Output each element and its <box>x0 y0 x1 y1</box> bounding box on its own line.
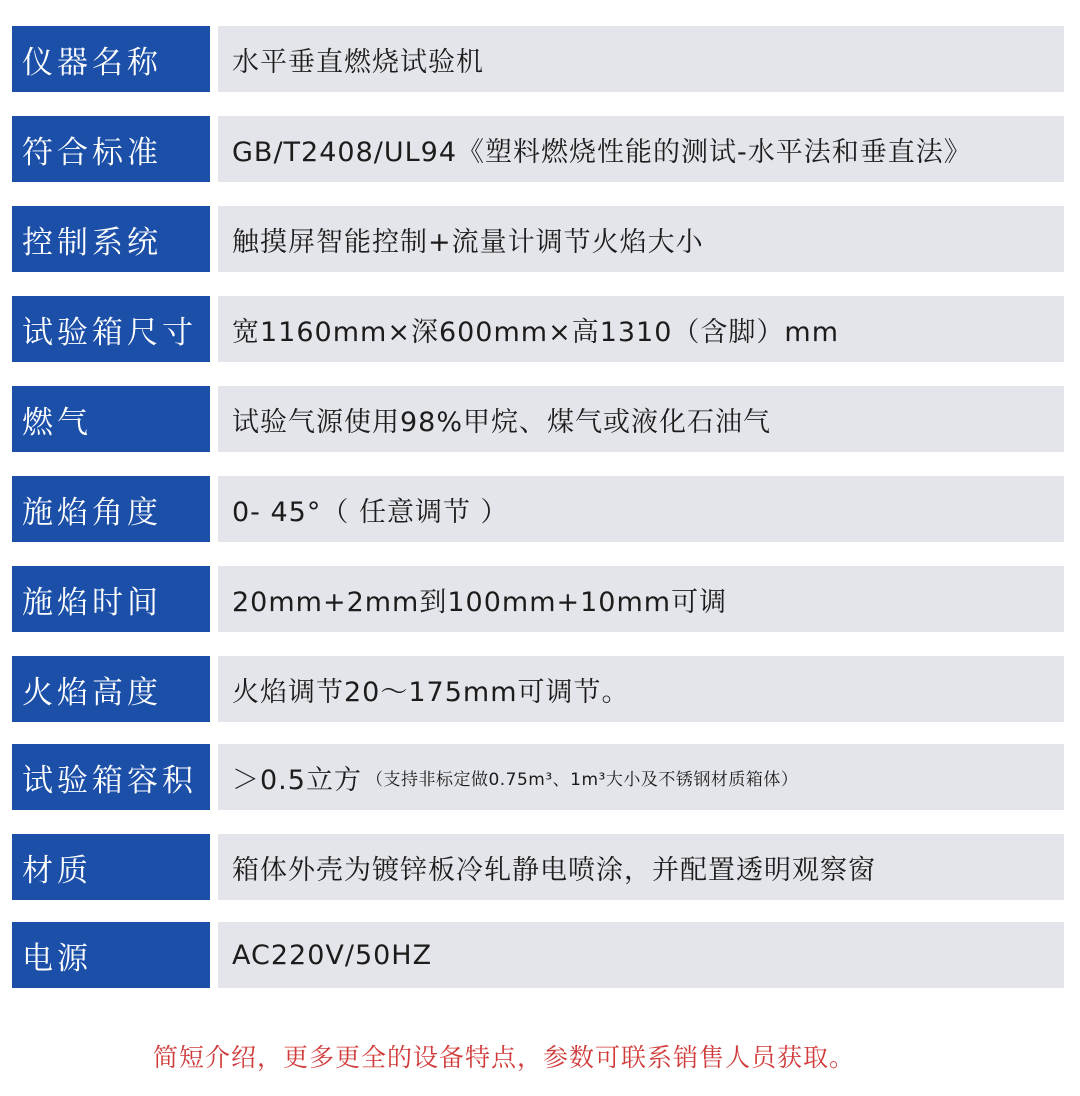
spec-row-power <box>0 922 1080 988</box>
spec-value: ＞0.5立方 <box>232 764 362 796</box>
spec-label: 仪器名称 <box>12 26 210 92</box>
spec-label: 燃气 <box>12 386 210 452</box>
spec-row-chamber-size <box>0 296 1080 362</box>
spec-value: 触摸屏智能控制+流量计调节火焰大小 <box>218 206 1064 272</box>
spec-row-flame-angle <box>0 476 1080 542</box>
spec-label: 符合标准 <box>12 116 210 182</box>
spec-value: 水平垂直燃烧试验机 <box>218 26 1064 92</box>
spec-value: 宽1160mm×深600mm×高1310（含脚）mm <box>218 296 1064 362</box>
spec-value: 箱体外壳为镀锌板冷轧静电喷涂，并配置透明观察窗 <box>218 834 1064 900</box>
spec-value: 0- 45°（ 任意调节 ） <box>218 476 1064 542</box>
spec-value: 火焰调节20～175mm可调节。 <box>218 656 1064 722</box>
spec-label: 控制系统 <box>12 206 210 272</box>
spec-label: 施焰时间 <box>12 566 210 632</box>
contact-sales-note: 简短介绍，更多更全的设备特点，参数可联系销售人员获取。 <box>152 1043 855 1072</box>
spec-label: 试验箱尺寸 <box>12 296 210 362</box>
spec-row-standard <box>0 116 1080 182</box>
spec-label: 火焰高度 <box>12 656 210 722</box>
spec-value-group <box>218 744 1064 810</box>
spec-row-flame-time <box>0 566 1080 632</box>
spec-label: 施焰角度 <box>12 476 210 542</box>
spec-value: GB/T2408/UL94《塑料燃烧性能的测试-水平法和垂直法》 <box>218 116 1064 182</box>
spec-value-note: （支持非标定做0.75m³、1m³大小及不锈钢材质箱体） <box>365 769 799 790</box>
spec-row-instrument-name <box>0 26 1080 92</box>
spec-label: 材质 <box>12 834 210 900</box>
spec-label: 电源 <box>12 922 210 988</box>
spec-value: 试验气源使用98%甲烷、煤气或液化石油气 <box>218 386 1064 452</box>
spec-row-flame-height <box>0 656 1080 722</box>
spec-value: AC220V/50HZ <box>218 922 1064 988</box>
spec-row-chamber-volume <box>0 744 1080 810</box>
spec-value: 20mm+2mm到100mm+10mm可调 <box>218 566 1064 632</box>
spec-label: 试验箱容积 <box>12 744 210 810</box>
spec-row-gas <box>0 386 1080 452</box>
spec-row-control-system <box>0 206 1080 272</box>
spec-row-material <box>0 834 1080 900</box>
